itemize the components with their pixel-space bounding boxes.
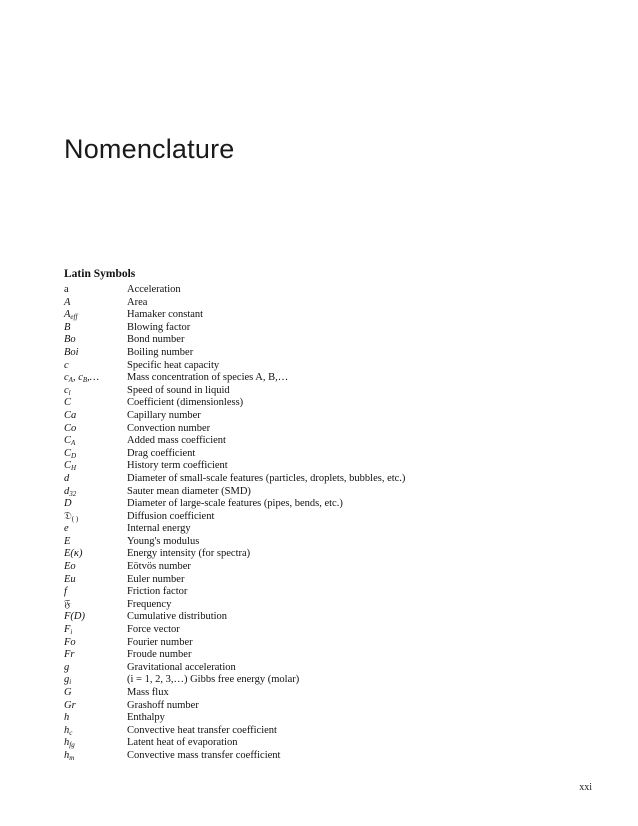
symbol-description: Froude number — [127, 649, 192, 661]
symbol-description: Coefficient (dimensionless) — [127, 397, 244, 409]
symbol-row — [64, 599, 584, 612]
symbol-row — [64, 473, 584, 486]
symbol: Eo — [64, 561, 76, 573]
symbol-description: Young's modulus — [127, 535, 200, 547]
symbol: $g_i$ — [64, 674, 72, 687]
symbol-row — [64, 410, 584, 423]
symbol-description: Mass concentration of species A, B,… — [127, 372, 289, 384]
symbol-description: Euler number — [127, 573, 185, 585]
symbol: B — [64, 321, 71, 333]
symbol: $F_i$ — [64, 624, 73, 637]
symbol-row — [64, 297, 584, 310]
symbol: d — [64, 472, 70, 484]
symbol-row — [64, 750, 584, 763]
symbol: $h_{fg}$ — [64, 737, 75, 750]
symbol: $h_c$ — [64, 724, 73, 737]
symbol-description: Internal energy — [127, 523, 191, 535]
symbol-row — [64, 498, 584, 511]
symbol-row — [64, 687, 584, 700]
symbol-description: Specific heat capacity — [127, 359, 220, 371]
symbol-row — [64, 347, 584, 360]
symbol-row — [64, 435, 584, 448]
symbol: G — [64, 687, 72, 698]
symbol: E — [64, 535, 71, 547]
symbol: A — [64, 296, 71, 308]
symbol-description: Fourier number — [127, 636, 193, 648]
symbol-description: Capillary number — [127, 409, 201, 421]
symbol-description: Latent heat of evaporation — [127, 737, 238, 749]
symbol: Boi — [64, 346, 79, 358]
symbol: $c_l$ — [64, 384, 71, 397]
symbol-description: Hamaker constant — [127, 309, 204, 321]
symbol: E(κ) — [64, 548, 83, 560]
symbol: 𝔇$_{( )}$ — [64, 510, 79, 523]
symbol-row — [64, 423, 584, 436]
symbol-description: Energy intensity (for spectra) — [127, 548, 251, 560]
symbol: $c_A$, $c_B,\dots$ — [64, 372, 100, 385]
symbol-row — [64, 611, 584, 624]
symbol: $C_H$ — [64, 460, 77, 473]
symbol: Gr — [64, 699, 76, 711]
symbol-description: Boiling number — [127, 346, 194, 358]
symbol-description: Convective heat transfer coefficient — [127, 724, 277, 736]
symbol-description: (i = 1, 2, 3,…) Gibbs free energy (molar) — [127, 674, 300, 686]
symbol-description: Eötvös number — [127, 561, 191, 573]
symbol-description: Diffusion coefficient — [127, 510, 215, 522]
symbol: Ca — [64, 409, 77, 421]
symbol-row — [64, 574, 584, 587]
symbol-row — [64, 322, 584, 335]
symbol-description: History term coefficient — [127, 460, 228, 472]
symbol: Fr — [64, 649, 75, 661]
symbol-description: Speed of sound in liquid — [127, 384, 230, 396]
symbol-row — [64, 536, 584, 549]
symbol-row — [64, 372, 584, 385]
symbol: f — [64, 586, 67, 598]
symbol-description: Grashoff number — [127, 699, 199, 711]
symbol-description: Sauter mean diameter (SMD) — [127, 485, 251, 497]
symbol: $C_D$ — [64, 447, 77, 460]
symbol: e — [64, 523, 69, 535]
symbol-description: Acceleration — [127, 284, 181, 295]
symbol-description: Diameter of small-scale features (particles, droplets, bubbles, etc.) — [127, 472, 406, 484]
symbol: 𝔉 — [64, 598, 71, 610]
symbol-row — [64, 511, 584, 524]
symbol: $A_{eff}$ — [64, 309, 78, 322]
symbol-row — [64, 662, 584, 675]
symbol-description: Area — [127, 296, 148, 308]
symbol-row — [64, 486, 584, 499]
symbol-description: Bond number — [127, 334, 185, 346]
symbol-row — [64, 523, 584, 536]
symbol: Fo — [64, 636, 76, 648]
symbol: $C_A$ — [64, 435, 76, 448]
symbol-description: Friction factor — [127, 586, 188, 598]
page-number: xxi — [579, 782, 592, 793]
symbol-row — [64, 624, 584, 637]
symbol-row — [64, 385, 584, 398]
symbol-row — [64, 448, 584, 461]
symbol-row — [64, 737, 584, 750]
symbol-description: Force vector — [127, 624, 180, 636]
symbol: Co — [64, 422, 77, 434]
symbol: Bo — [64, 334, 76, 346]
symbol-row — [64, 548, 584, 561]
symbol: $d_{32}$ — [64, 485, 77, 498]
symbol-row — [64, 700, 584, 713]
symbol-list — [64, 284, 584, 763]
symbol-row — [64, 712, 584, 725]
symbol-row — [64, 649, 584, 662]
symbol: D — [64, 498, 72, 510]
symbol-description: Convection number — [127, 422, 211, 434]
symbol-description: Gravitational acceleration — [127, 661, 236, 673]
symbol-row — [64, 309, 584, 322]
symbol: C — [64, 397, 72, 409]
symbol: h — [64, 712, 70, 724]
symbol-row — [64, 334, 584, 347]
symbol: Eu — [64, 573, 76, 585]
symbol: F(D) — [64, 611, 85, 623]
symbol-row — [64, 397, 584, 410]
symbol-description: Convective mass transfer coefficient — [127, 749, 281, 761]
symbol-row — [64, 674, 584, 687]
symbol-description: Added mass coefficient — [127, 435, 226, 447]
symbol-description: Mass flux — [127, 687, 169, 698]
symbol-row — [64, 586, 584, 599]
symbol-row — [64, 561, 584, 574]
symbol: $h_m$ — [64, 749, 75, 762]
symbol: g — [64, 661, 70, 673]
symbol-description: Cumulative distribution — [127, 611, 228, 623]
symbol-description: Drag coefficient — [127, 447, 196, 459]
symbol-row — [64, 360, 584, 373]
symbol-row — [64, 637, 584, 650]
symbol-description: Diameter of large-scale features (pipes, bends, etc.) — [127, 498, 343, 510]
symbol-description: Enthalpy — [127, 712, 165, 724]
chapter-title: Nomenclature — [64, 134, 235, 164]
symbol-description: Frequency — [127, 598, 172, 610]
symbol: a — [64, 284, 69, 295]
symbol: c — [64, 359, 69, 371]
section-heading: Latin Symbols — [64, 268, 136, 280]
symbol-description: Blowing factor — [127, 321, 191, 333]
symbol-row — [64, 460, 584, 473]
symbol-row — [64, 725, 584, 738]
symbol-row — [64, 284, 584, 297]
